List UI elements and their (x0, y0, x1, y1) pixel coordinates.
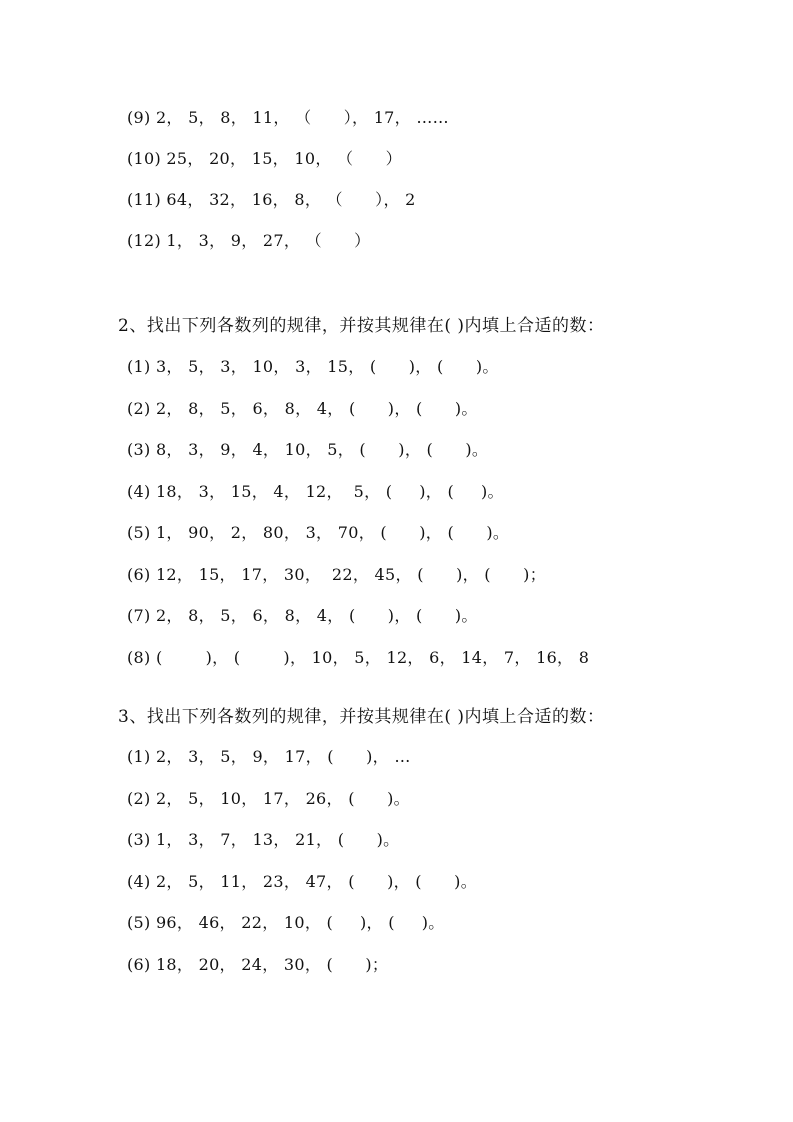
s2-problem-7: (7) 2， 8， 5， 6， 8， 4， ( )， ( )。 (127, 606, 478, 625)
s3-problem-6: (6) 18， 20， 24， 30， ( )； (127, 955, 389, 974)
s3-problem-4: (4) 2， 5， 11， 23， 47， ( )， ( )。 (127, 872, 478, 891)
s2-problem-1: (1) 3， 5， 3， 10， 3， 15， ( )， ( )。 (127, 357, 499, 376)
section-2-heading: 2、找出下列各数列的规律，并按其规律在( )内填上合适的数： (118, 316, 605, 336)
s2-problem-6: (6) 12， 15， 17， 30， 22， 45， ( )， ( )； (127, 565, 546, 584)
problem-10: (10) 25， 20， 15， 10， （ ） (127, 149, 402, 168)
problem-9: (9) 2， 5， 8， 11， （ ）， 17， …… (127, 108, 449, 127)
s2-problem-8: (8) ( )， ( )， 10， 5， 12， 6， 14， 7， 16， 8 (127, 648, 590, 667)
s3-problem-5: (5) 96， 46， 22， 10， ( )， ( )。 (127, 913, 445, 932)
s2-problem-5: (5) 1， 90， 2， 80， 3， 70， ( )， ( )。 (127, 523, 510, 542)
s2-problem-4: (4) 18， 3， 15， 4， 12， 5， ( )， ( )。 (127, 482, 504, 501)
problem-12: (12) 1， 3， 9， 27， （ ） (127, 231, 371, 250)
s3-problem-3: (3) 1， 3， 7， 13， 21， ( )。 (127, 830, 400, 849)
problem-11: (11) 64， 32， 16， 8， （ ）， 2 (127, 190, 416, 209)
s3-problem-1: (1) 2， 3， 5， 9， 17， ( )， … (127, 747, 411, 766)
s2-problem-2: (2) 2， 8， 5， 6， 8， 4， ( )， ( )。 (127, 399, 478, 418)
s3-problem-2: (2) 2， 5， 10， 17， 26， ( )。 (127, 789, 410, 808)
s2-problem-3: (3) 8， 3， 9， 4， 10， 5， ( )， ( )。 (127, 440, 489, 459)
section-3-heading: 3、找出下列各数列的规律，并按其规律在( )内填上合适的数： (118, 707, 605, 727)
